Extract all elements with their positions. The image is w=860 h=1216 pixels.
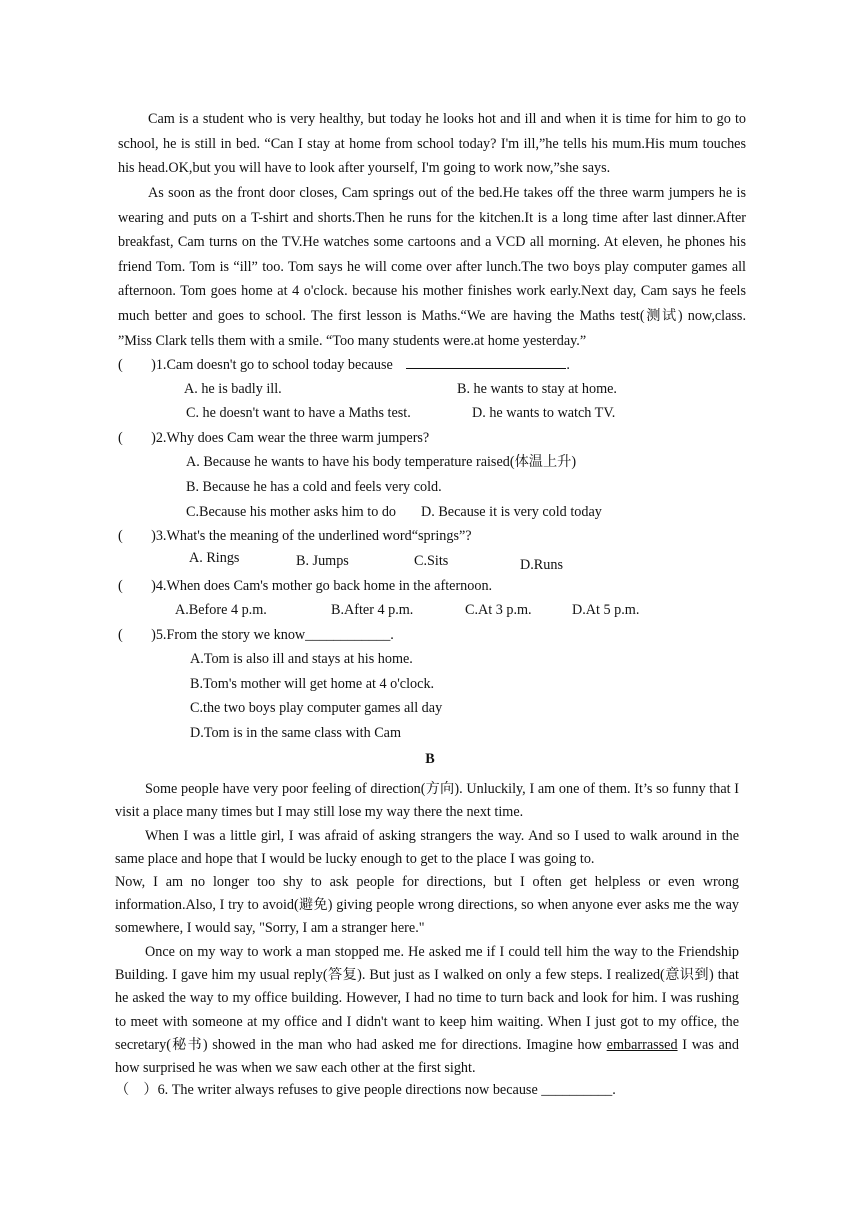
question-1-option-c: C. he doesn't want to have a Maths test.	[186, 405, 411, 421]
passage-a-paragraph-2: As soon as the front door closes, Cam springs out of the bed.He takes off the three warm jumpers he is wearing and puts on a T-shirt and shorts.Then he runs for the kitchen.It is a long time after last dinner.After breakfast, Cam turns on the TV.He watches some cartoons and a VCD all morning. At eleven, he phones his friend Tom. Tom is “ill” too. Tom says he will come over after lunch.The two boys play computer games all afternoon. Tom goes home at 4 o'clock. because his mother finishes work early.Next day, Cam says he feels much better and goes to school. The first lesson is Maths.“We are having the Maths test(测试) now,class. ”Miss Clark tells them with a smile. “Too many students were.at home yesterday.”	[118, 185, 746, 349]
question-2-option-d: D. Because it is very cold today	[421, 504, 602, 520]
paragraph-4-text-after: I was and how surprised he was when we saw each other at the first sight.	[115, 1036, 739, 1077]
blank-period: .	[566, 357, 570, 373]
question-3-option-a: A. Rings	[189, 550, 240, 566]
question-3-option-d: D.Runs	[520, 557, 563, 573]
question-2-option-b: B. Because he has a cold and feels very cold.	[186, 479, 442, 495]
question-2-option-a: A. Because he wants to have his body temperature raised(体温上升)	[186, 454, 577, 470]
question-4-option-b: B.After 4 p.m.	[331, 602, 414, 618]
paragraph-4-text-before: Once on my way to work a man stopped me. He asked me if I could tell him the way to the Friendship Building. I gave him my usual reply(答复). But just as I walked on only a few steps. I realized(意识到) that he asked the way to my office building. However, I had no time to turn back and look for him. I was rushing to meet with someone at my office and I didn't want to keep him waiting. When I just got to my office, the secretary(秘书) showed in the man who had asked me for directions. Imagine how	[115, 944, 739, 1053]
question-5-option-d: D.Tom is in the same class with Cam	[190, 725, 402, 741]
question-1-text: ( )1.Cam doesn't go to school today because	[118, 357, 393, 373]
question-4-option-c: C.At 3 p.m.	[465, 602, 532, 618]
section-heading-b: B	[425, 751, 435, 767]
question-2-option-c: C.Because his mother asks him to do	[186, 504, 397, 520]
passage-b-paragraph-4	[115, 941, 739, 1080]
passage-b-paragraph-2: When I was a little girl, I was afraid of asking strangers the way. And so I used to walk around in the same place and hope that I would be lucky enough to get to the place I was going to.	[115, 828, 739, 868]
passage-b-paragraph-3: Now, I am no longer too shy to ask people for directions, but I often get helpless or even wrong information.Also, I try to avoid(避免) giving people wrong directions, so when anyone ever asks me the way somewhere, I would say, "Sorry, I am a stranger here."	[115, 874, 739, 937]
answer-blank	[406, 354, 566, 369]
question-1-option-b: B. he wants to stay at home.	[457, 381, 617, 397]
question-3-option-c: C.Sits	[414, 553, 449, 569]
question-4: ( )4.When does Cam's mother go back home in the afternoon.	[118, 578, 493, 594]
question-4-option-d: D.At 5 p.m.	[572, 602, 640, 618]
question-5-option-a: A.Tom is also ill and stays at his home.	[190, 651, 413, 667]
passage-b-paragraph-1: Some people have very poor feeling of direction(方向). Unluckily, I am one of them. It’s so funny that I visit a place many times but I may still lose my way there the next time.	[115, 781, 739, 821]
question-5: ( )5.From the story we know____________.	[118, 627, 394, 643]
question-1-option-d: D. he wants to watch TV.	[472, 405, 616, 421]
question-6: （ ）6. The writer always refuses to give people directions now because __________.	[115, 1082, 616, 1098]
question-5-option-c: C.the two boys play computer games all day	[190, 700, 443, 716]
question-2: ( )2.Why does Cam wear the three warm jumpers?	[118, 430, 430, 446]
question-1	[118, 354, 570, 375]
question-5-option-b: B.Tom's mother will get home at 4 o'clock.	[190, 676, 435, 692]
question-1-option-a: A. he is badly ill.	[184, 381, 282, 397]
question-3: ( )3.What's the meaning of the underlined word“springs”?	[118, 528, 472, 544]
passage-a-paragraph-1: Cam is a student who is very healthy, but today he looks hot and ill and when it is time for him to go to school, he is still in bed. “Can I stay at home from school today? I'm ill,”he tells his mum.His mum touches his head.OK,but you will have to look after yourself, I'm going to work now,”she says.	[118, 111, 746, 177]
question-4-option-a: A.Before 4 p.m.	[175, 602, 267, 618]
question-3-option-b: B. Jumps	[296, 553, 349, 569]
underlined-word-embarrassed: embarrassed	[606, 1036, 678, 1053]
